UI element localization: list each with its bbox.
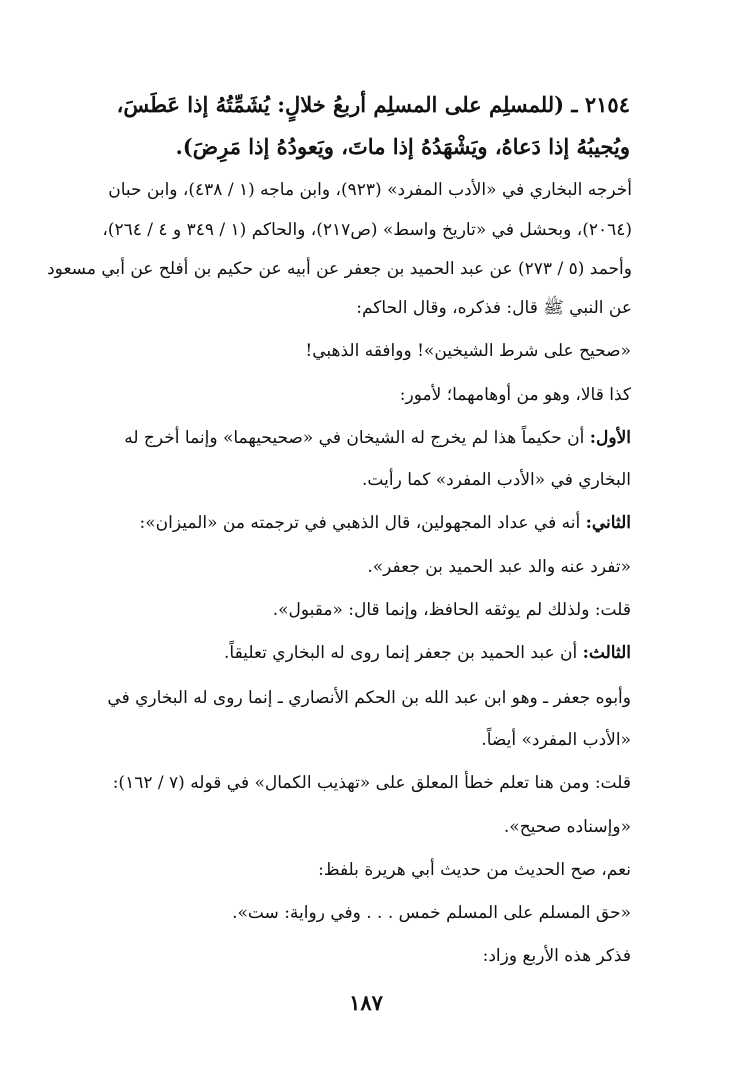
point-second (140, 513, 631, 533)
takhrij-line: (٢٠٦٤)، وبحشل في «تاريخ واسط» (ص٢١٧)، والحاكم (١ / ٣٤٩ و ٤ / ٢٦٤)، (102, 220, 632, 240)
page-number: ١٨٧ (349, 990, 383, 1015)
quote-isnad: «وإسناده صحيح». (503, 817, 631, 837)
point-third (224, 643, 631, 663)
point-first (124, 428, 631, 448)
quote-abu-hurayra: «حق المسلم على المسلم خمس . . . وفي رواية: ست». (232, 903, 631, 923)
point-text: أن حكيماً هذا لم يخرج له الشيخان في «صحيحيهما» وإنما أخرج له (124, 428, 590, 448)
point-label: الأول: (589, 428, 631, 448)
body-line: كذا قالا، وهو من أوهامهما؛ لأمور: (399, 385, 631, 405)
body-line: فذكر هذه الأربع وزاد: (482, 946, 631, 966)
quote-mizan: «تفرد عنه والد عبد الحميد بن جعفر». (367, 557, 631, 577)
body-line: وأبوه جعفر ـ وهو ابن عبد الله بن الحكم الأنصاري ـ إنما روى له البخاري في (107, 688, 631, 708)
takhrij-line: أخرجه البخاري في «الأدب المفرد» (٩٢٣)، وابن ماجه (١ / ٤٣٨)، وابن حبان (108, 180, 632, 200)
point-label: الثاني: (585, 513, 631, 533)
takhrij-line: عن النبي ﷺ قال: فذكره، وقال الحاكم: (356, 298, 632, 318)
point-text: أن عبد الحميد بن جعفر إنما روى له البخاري تعليقاً. (224, 643, 583, 663)
hadith-text-line-1: ٢١٥٤ ـ (للمسلِم على المسلِم أربعُ خلالٍ: يُشَمِّتُهُ إذا عَطَسَ، (116, 92, 630, 117)
body-line: البخاري في «الأدب المفرد» كما رأيت. (362, 470, 631, 490)
body-line: قلت: ومن هنا تعلم خطأ المعلق على «تهذيب الكمال» في قوله (٧ / ١٦٢): (112, 773, 631, 793)
quote-hakim: «صحيح على شرط الشيخين»! ووافقه الذهبي! (305, 341, 631, 361)
hadith-text-line-2: ويُجيبُهُ إذا دَعاهُ، ويَشْهَدُهُ إذا ماتَ، ويَعودُهُ إذا مَرِضَ). (175, 134, 630, 159)
body-line: «الأدب المفرد» أيضاً. (481, 730, 631, 750)
point-text: أنه في عداد المجهولين، قال الذهبي في ترجمته من «الميزان»: (139, 513, 586, 533)
body-line: قلت: ولذلك لم يوثقه الحافظ، وإنما قال: «مقبول». (272, 600, 631, 620)
takhrij-line: وأحمد (٥ / ٢٧٣) عن عبد الحميد بن جعفر عن أبيه عن حكيم بن أفلح عن أبي مسعود (47, 259, 632, 279)
point-label: الثالث: (582, 643, 631, 663)
body-line: نعم، صح الحديث من حديث أبي هريرة بلفظ: (318, 860, 631, 880)
